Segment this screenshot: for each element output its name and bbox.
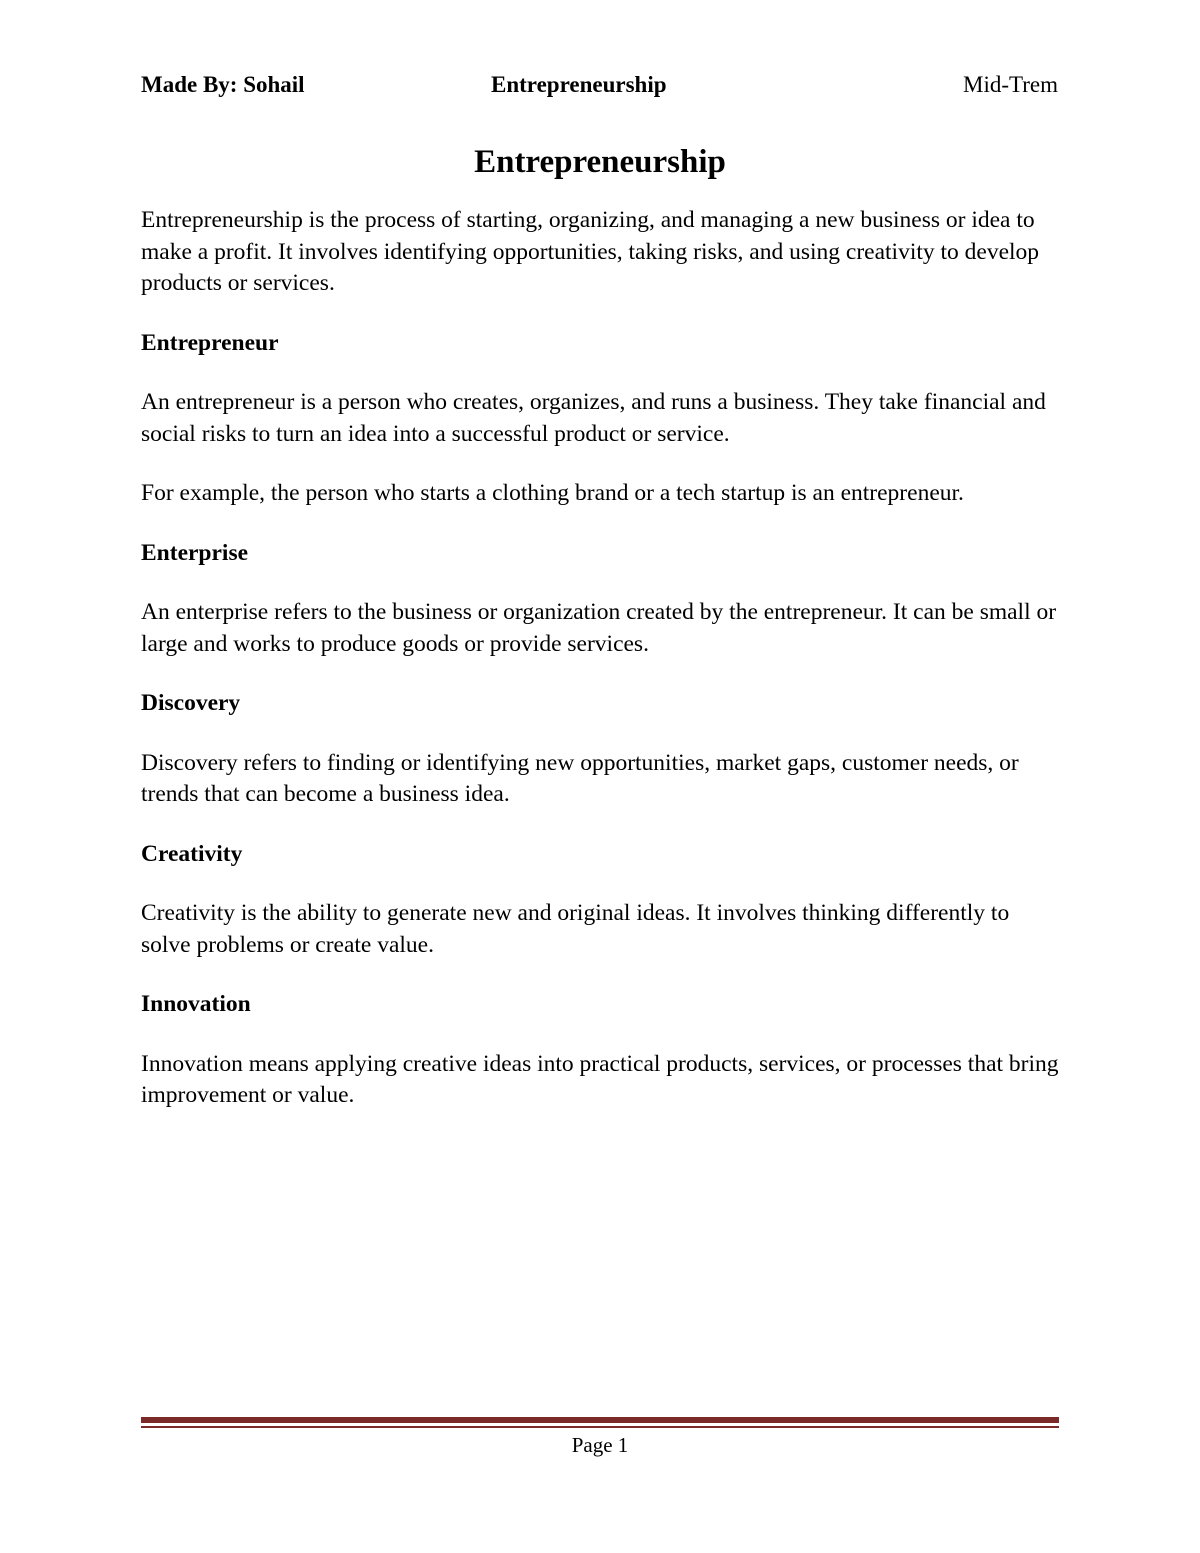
section-paragraph: For example, the person who starts a clothing brand or a tech startup is an entrepreneur. — [141, 480, 964, 506]
page-number: Page 1 — [571, 1433, 629, 1457]
section-heading-entrepreneur: Entrepreneur — [141, 329, 279, 356]
header-subject: Entrepreneurship — [491, 72, 667, 97]
footer-divider — [141, 1417, 1059, 1430]
section-paragraph: Creativity is the ability to generate new and original ideas. It involves thinking differently to solve problems or create value. — [141, 900, 1010, 958]
intro-paragraph: Entrepreneurship is the process of starting, organizing, and managing a new business or idea to make a profit. It involves identifying opportunities, taking risks, and using creativity to develop products or services. — [141, 207, 1040, 296]
header-exam: Mid-Trem — [963, 72, 1058, 97]
section-paragraph: An entrepreneur is a person who creates, organizes, and runs a business. They take financial and social risks to turn an idea into a successful product or service. — [141, 389, 1046, 447]
footer-divider-thin-line — [141, 1426, 1059, 1428]
footer-divider-thick-line — [141, 1417, 1059, 1423]
page-header — [141, 68, 1058, 102]
section-paragraph: An enterprise refers to the business or organization created by the entrepreneur. It can be small or large and works to produce goods or provide services. — [141, 599, 1057, 657]
document-body — [141, 140, 1059, 1140]
header-author: Made By: Sohail — [141, 72, 305, 97]
document-title: Entrepreneurship — [474, 144, 726, 180]
section-paragraph: Innovation means applying creative ideas into practical products, services, or processes that bring improvement or value. — [141, 1050, 1059, 1108]
section-paragraph: Discovery refers to finding or identifying new opportunities, market gaps, customer needs, or trends that can become a business idea. — [141, 749, 1019, 807]
section-heading-enterprise: Enterprise — [141, 539, 249, 566]
section-heading-discovery: Discovery — [141, 690, 241, 716]
section-heading-creativity: Creativity — [141, 840, 243, 867]
section-heading-innovation: Innovation — [141, 991, 251, 1017]
